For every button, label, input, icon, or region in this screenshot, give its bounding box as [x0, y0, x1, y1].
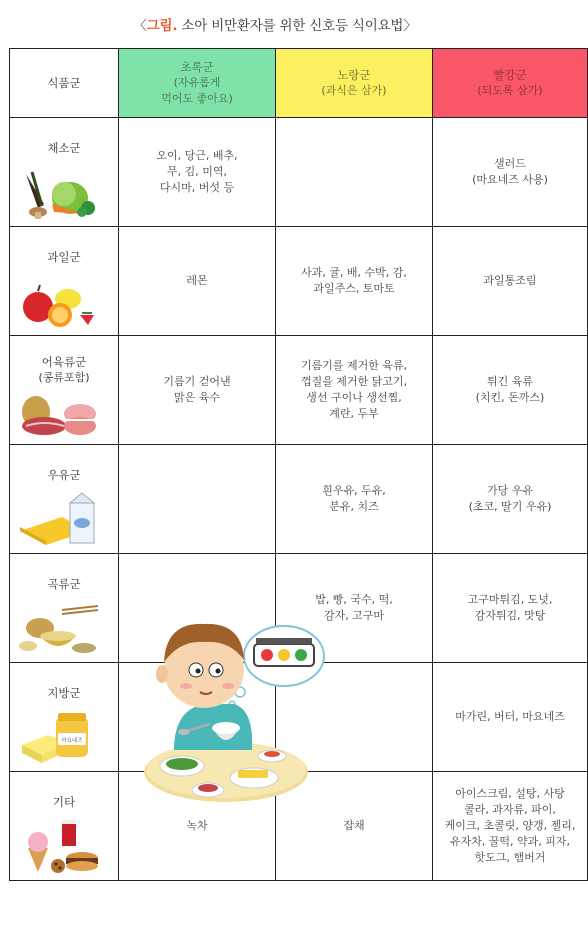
header-yellow-sub: (과식은 삼가) [321, 84, 387, 97]
yellow-cell: 흰우유, 두유, 분유, 치즈 [276, 445, 433, 554]
category-label: 어육류군 [41, 355, 87, 369]
red-cell: 샐러드 (마요네즈 사용) [433, 118, 588, 227]
category-label: 곡류군 [47, 577, 81, 591]
category-label: 과일군 [47, 250, 81, 264]
table-row [10, 227, 588, 336]
red-cell: 고구마튀김, 도넛, 감자튀김, 맛탕 [433, 554, 588, 663]
header-red-sub: (되도록 삼가) [477, 84, 543, 97]
red-cell: 마가린, 버터, 마요네즈 [433, 663, 588, 772]
page-title: 〈그림. 소아 비만환자를 위한 신호등 식이요법〉 [133, 18, 417, 34]
header-green-sub: (자유롭게 먹어도 좋아요) [161, 76, 233, 105]
category-label: 지방군 [47, 686, 81, 700]
green-cell [119, 554, 276, 663]
category-cell [10, 554, 119, 663]
table-row [10, 663, 588, 772]
category-cell [10, 772, 119, 881]
category-cell [10, 118, 119, 227]
yellow-cell: 기름기를 제거한 육류, 껍질을 제거한 닭고기, 생선 구이나 생선찜, 계란, 두부 [276, 336, 433, 445]
table-row [10, 554, 588, 663]
yellow-cell: 밥, 빵, 국수, 떡, 감자, 고구마 [276, 554, 433, 663]
milk-cheese-icon [18, 491, 100, 547]
table-row [10, 336, 588, 445]
green-cell: 오이, 당근, 배추, 무, 김, 미역, 다시마, 버섯 등 [119, 118, 276, 227]
table-row [10, 772, 588, 881]
header-yellow-name: 노랑군 [337, 68, 371, 82]
red-cell: 튀긴 육류 (치킨, 돈까스) [433, 336, 588, 445]
fats-icon-label: 마요네즈 [61, 738, 83, 744]
category-cell [10, 663, 119, 772]
header-category: 식품군 [10, 49, 119, 118]
category-label: 우유군 [47, 468, 81, 482]
green-cell: 녹차 [119, 772, 276, 881]
yellow-cell: 잡채 [276, 772, 433, 881]
category-cell [10, 227, 119, 336]
header-red [433, 49, 588, 118]
fats-icon [18, 709, 100, 765]
red-cell: 아이스크림, 설탕, 사탕 콜라, 과자류, 파이, 케이크, 초콜릿, 양갱, 젤리, 유자차, 꿀떡, 약과, 피자, 핫도그, 햄버거 [433, 772, 588, 881]
green-cell: 레몬 [119, 227, 276, 336]
grains-icon [18, 600, 100, 656]
category-cell [10, 336, 119, 445]
table-row [10, 118, 588, 227]
red-cell: 과일통조림 [433, 227, 588, 336]
header-red-name: 빨강군 [493, 68, 527, 82]
fruits-icon [18, 273, 100, 329]
category-label: 기타 [52, 795, 76, 809]
green-cell: 기름기 걷어낸 맑은 육수 [119, 336, 276, 445]
green-cell [119, 445, 276, 554]
yellow-cell [276, 118, 433, 227]
vegetables-icon [18, 164, 100, 220]
table-row [10, 445, 588, 554]
snacks-icon [18, 818, 100, 874]
red-cell: 가당 우유 (초코, 딸기 우유) [433, 445, 588, 554]
header-yellow [276, 49, 433, 118]
category-label: 채소군 [47, 141, 81, 155]
yellow-cell [276, 663, 433, 772]
header-green-name: 초록군 [180, 60, 214, 74]
table-header-row [10, 49, 588, 118]
category-cell [10, 445, 119, 554]
category-sub: (콩류포함) [38, 371, 90, 384]
yellow-cell: 사과, 귤, 배, 수박, 감, 과일주스, 토마토 [276, 227, 433, 336]
header-green [119, 49, 276, 118]
green-cell [119, 663, 276, 772]
meat-fish-icon [18, 382, 100, 438]
traffic-light-diet-table [9, 48, 588, 881]
